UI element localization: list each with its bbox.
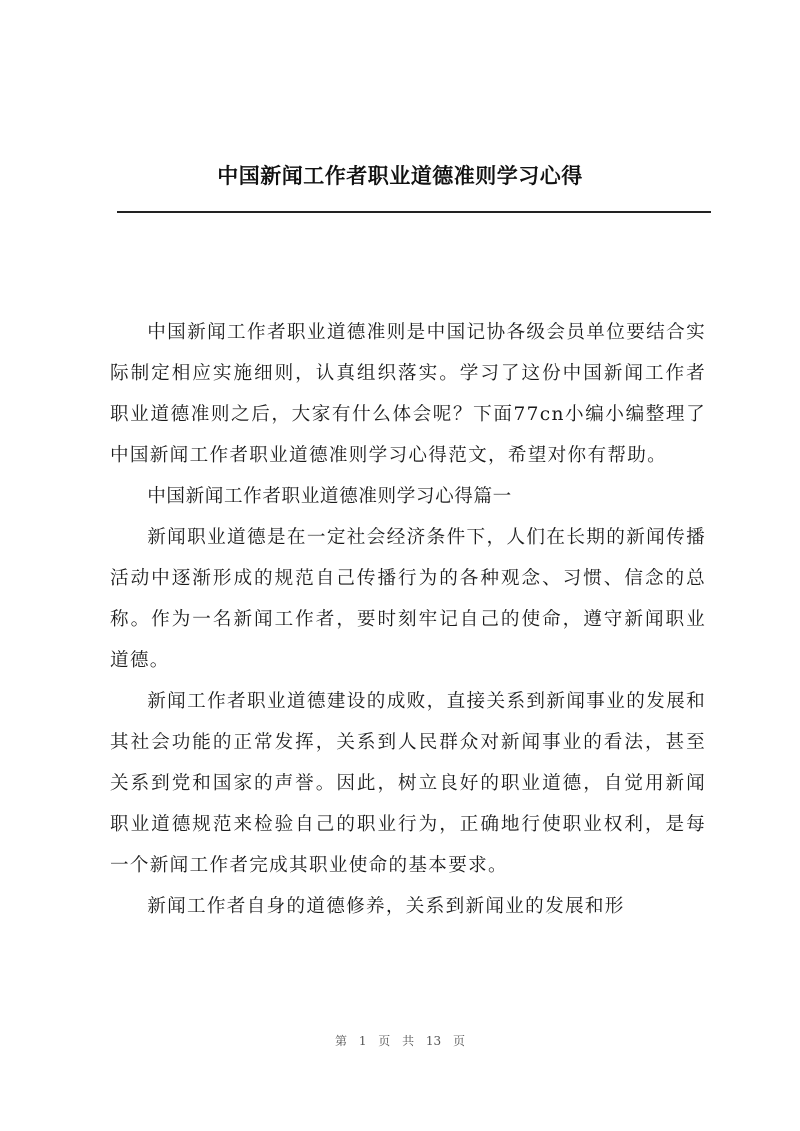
paragraph-definition: 新闻职业道德是在一定社会经济条件下，人们在长期的新闻传播活动中逐渐形成的规范自己传播行为的各种观念、习惯、信念的总称。作为一名新闻工作者，要时刻牢记自己的使命，遵守新闻职业道德。 bbox=[110, 527, 706, 671]
page-footer: 第 1 页 共 13 页 bbox=[335, 1034, 465, 1048]
paragraph-importance: 新闻工作者职业道德建设的成败，直接关系到新闻事业的发展和其社会功能的正常发挥，关系到人民群众对新闻事业的看法，甚至关系到党和国家的声誉。因此，树立良好的职业道德，自觉用新闻职业道德规范来检验自己的职业行为，正确地行使职业权利，是每一个新闻工作者完成其职业使命的基本要求。 bbox=[110, 691, 706, 876]
section-heading: 中国新闻工作者职业道德准则学习心得篇一 bbox=[147, 486, 512, 507]
document-body bbox=[110, 312, 706, 927]
title-underline bbox=[117, 211, 711, 213]
document-title: 中国新闻工作者职业道德准则学习心得 bbox=[217, 163, 583, 188]
paragraph-intro: 中国新闻工作者职业道德准则是中国记协各级会员单位要结合实际制定相应实施细则，认真组织落实。学习了这份中国新闻工作者职业道德准则之后，大家有什么体会呢？下面77cn小编小编整理了中国新闻工作者职业道德准则学习心得范文，希望对你有帮助。 bbox=[110, 322, 706, 466]
paragraph-cultivation: 新闻工作者自身的道德修养，关系到新闻业的发展和形 bbox=[147, 896, 625, 917]
